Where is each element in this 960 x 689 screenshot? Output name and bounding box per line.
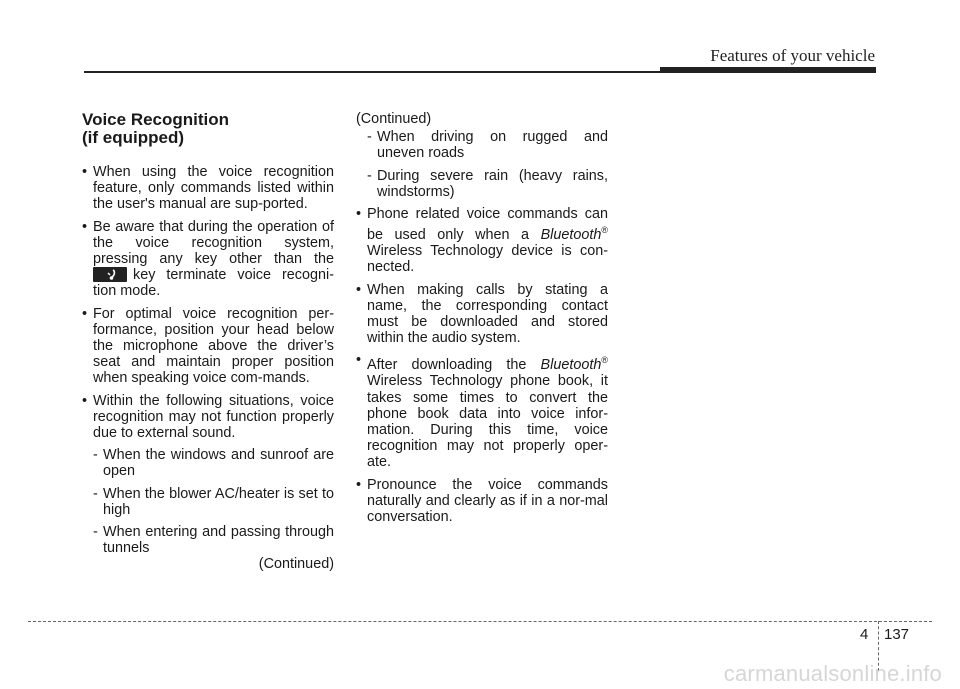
registered-mark: ® (601, 355, 608, 366)
header-rule-thin (84, 71, 660, 73)
bullet-key-terminate-part1: Be aware that during the operation of the voice recognition system, pressing any key other than the (93, 218, 334, 268)
bullet-phone-book-part1: After downloading the (367, 357, 527, 374)
bullet-phone-commands-part2: Wireless Technology device is con-nected. (367, 243, 608, 276)
bullet-making-calls: • When making calls by stating a name, the corresponding contact must be downloaded and stored within the audio system. (356, 282, 608, 347)
section-title-line1: Voice Recognition (82, 110, 230, 129)
section-title (82, 111, 334, 146)
bullet-phone-commands-part1: Phone related voice commands can be used only when a (367, 206, 608, 244)
continued-label-right: (Continued) (356, 111, 432, 127)
bullet-phone-book (356, 352, 608, 470)
dash-windows-open: - When the windows and sunroof are open (82, 447, 334, 479)
dash-blower-high: - When the blower AC/heater is set to high (82, 486, 334, 518)
continued-label-left: (Continued) (258, 556, 334, 573)
section-title-line2: (if equipped) (82, 127, 184, 147)
voice-recognition-key-icon (93, 267, 127, 282)
bullet-phone-book-part2: Wireless Technology phone book, it takes some times to convert the phone book data into voice infor-mation. During this time, voice recognition may not properly oper-ate. (367, 373, 608, 471)
header-title: Features of your vehicle (710, 46, 875, 65)
bluetooth-brand: Bluetooth (540, 227, 602, 244)
bullet-key-terminate-part2: key terminate voice recogni-tion mode. (93, 267, 334, 300)
bullet-key-terminate (82, 219, 334, 300)
page-number: 137 (884, 626, 910, 643)
bluetooth-brand: Bluetooth (540, 357, 602, 374)
dash-severe-rain: - During severe rain (heavy rains, windstorms) (356, 168, 608, 200)
watermark: carmanualsonline.info (723, 661, 942, 686)
header-rule-thick (660, 67, 876, 73)
bullet-phone-commands (356, 206, 608, 276)
footer-dotted-rule (28, 621, 932, 622)
chapter-number: 4 (860, 626, 869, 643)
bullet-external-sound: • Within the following situations, voice recognition may not function properly due to external sound. (82, 393, 334, 442)
dash-rugged-roads: - When driving on rugged and uneven roads (356, 129, 608, 161)
dash-tunnels: - When entering and passing through tunnels (82, 524, 334, 556)
bullet-pronounce: • Pronounce the voice commands naturally and clearly as if in a nor-mal conversation. (356, 477, 608, 526)
left-column (82, 111, 334, 573)
bullet-optimal-position: • For optimal voice recognition per-formance, position your head below the microphone above the driver’s seat and maintain proper position when speaking voice com-mands. (82, 306, 334, 387)
registered-mark: ® (601, 225, 609, 236)
right-column (356, 111, 608, 531)
bullet-commands-listed: • When using the voice recognition feature, only commands listed within the user's manual are sup-ported. (82, 164, 334, 213)
